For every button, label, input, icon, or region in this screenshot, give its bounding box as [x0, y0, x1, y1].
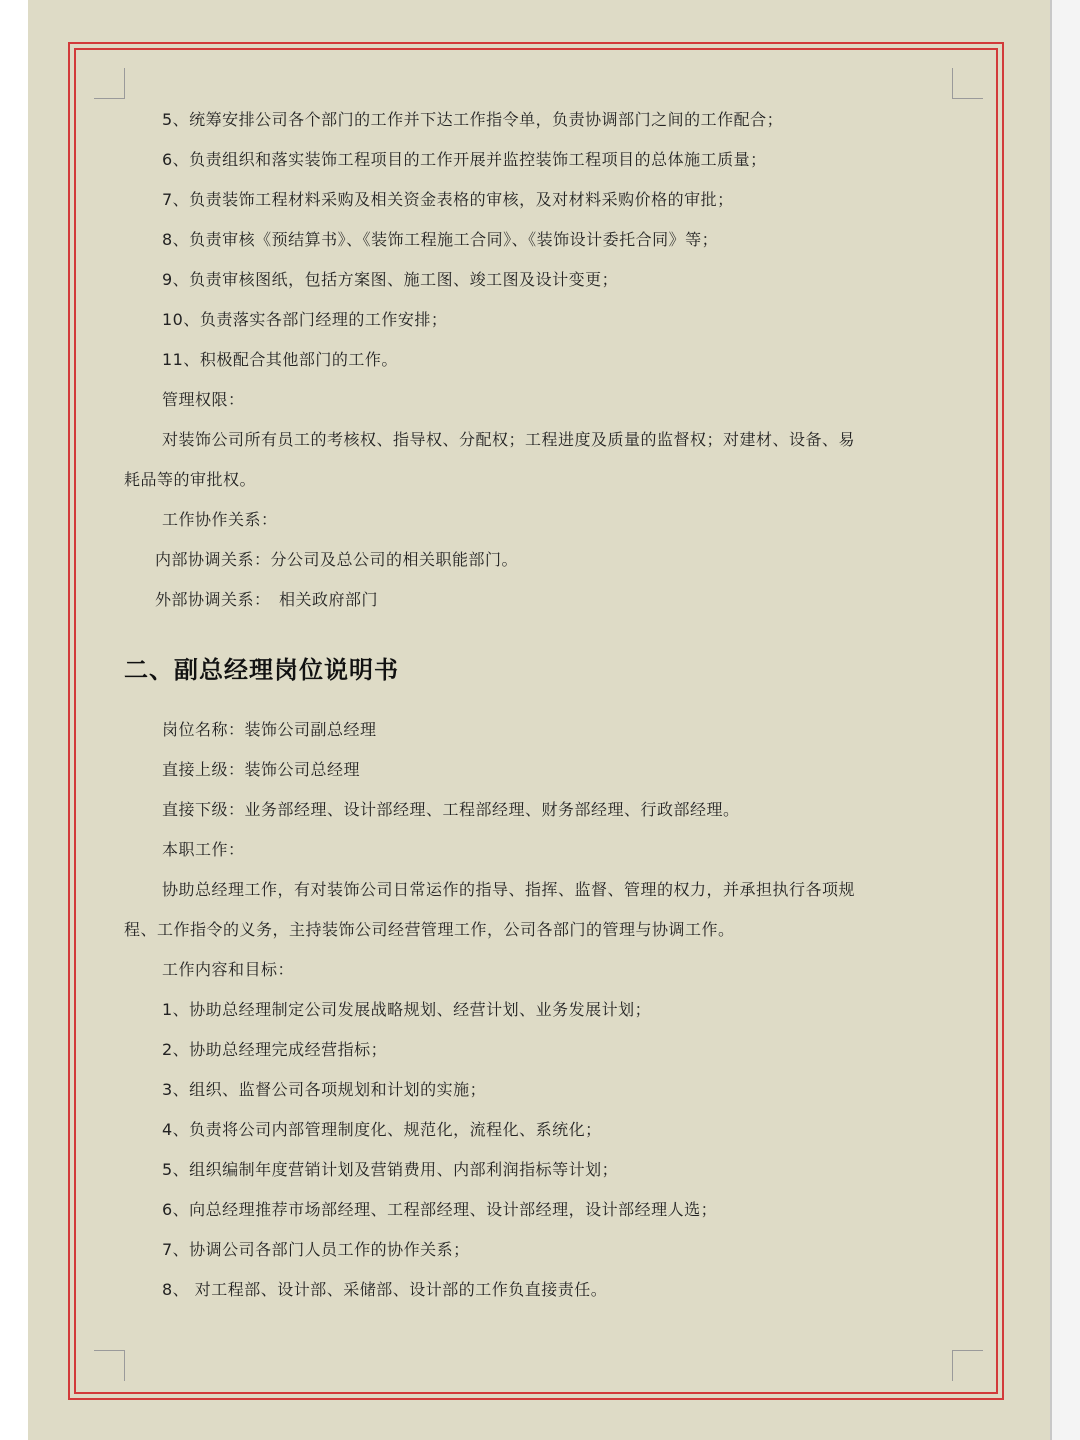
- internal-relation: 内部协调关系：分公司及总公司的相关职能部门。: [155, 550, 519, 569]
- list-item: 10、负责落实各部门经理的工作安排；: [162, 310, 448, 329]
- list-item: 8、负责审核《预结算书》、《装饰工程施工合同》、《装饰设计委托合同》等；: [162, 230, 719, 249]
- auth-text-line-2: 耗品等的审批权。: [124, 470, 257, 489]
- post-name: 岗位名称：装饰公司副总经理: [162, 720, 377, 739]
- duty-text-line-1: 协助总经理工作，有对装饰公司日常运作的指导、指挥、监督、管理的权力，并承担执行各项规: [162, 880, 856, 899]
- coop-label: 工作协作关系：: [162, 510, 278, 529]
- list-item: 8、 对工程部、设计部、采储部、设计部的工作负直接责任。: [162, 1280, 608, 1299]
- section-heading: 二、副总经理岗位说明书: [124, 656, 399, 684]
- duty-text-line-2: 程、工作指令的义务，主持装饰公司经营管理工作，公司各部门的管理与协调工作。: [124, 920, 735, 939]
- corner-mark-bottom-right: [952, 1350, 983, 1381]
- corner-mark-bottom-left: [94, 1350, 125, 1381]
- list-item: 6、负责组织和落实装饰工程项目的工作开展并监控装饰工程项目的总体施工质量；: [162, 150, 767, 169]
- list-item: 1、协助总经理制定公司发展战略规划、经营计划、业务发展计划；: [162, 1000, 652, 1019]
- corner-mark-top-right: [952, 68, 983, 99]
- external-relation: 外部协调关系： 相关政府部门: [155, 590, 379, 609]
- list-item: 7、协调公司各部门人员工作的协作关系；: [162, 1240, 470, 1259]
- direct-superior: 直接上级：装饰公司总经理: [162, 760, 361, 779]
- list-item: 5、组织编制年度营销计划及营销费用、内部利润指标等计划；: [162, 1160, 619, 1179]
- scrollbar-area[interactable]: [1050, 0, 1080, 1440]
- list-item: 2、协助总经理完成经营指标；: [162, 1040, 388, 1059]
- list-item: 5、统筹安排公司各个部门的工作并下达工作指令单，负责协调部门之间的工作配合；: [162, 110, 784, 129]
- duty-label: 本职工作：: [162, 840, 245, 859]
- list-item: 7、负责装饰工程材料采购及相关资金表格的审核，及对材料采购价格的审批；: [162, 190, 734, 209]
- list-item: 3、组织、监督公司各项规划和计划的实施；: [162, 1080, 487, 1099]
- list-item: 11、积极配合其他部门的工作。: [162, 350, 398, 369]
- list-item: 6、向总经理推荐市场部经理、工程部经理、设计部经理，设计部经理人选；: [162, 1200, 718, 1219]
- corner-mark-top-left: [94, 68, 125, 99]
- list-item: 9、负责审核图纸，包括方案图、施工图、竣工图及设计变更；: [162, 270, 619, 289]
- goals-label: 工作内容和目标：: [162, 960, 295, 979]
- document-body: [124, 100, 954, 1310]
- direct-subordinate: 直接下级：业务部经理、设计部经理、工程部经理、财务部经理、行政部经理。: [162, 800, 740, 819]
- auth-label: 管理权限：: [162, 390, 245, 409]
- auth-text-line-1: 对装饰公司所有员工的考核权、指导权、分配权；工程进度及质量的监督权；对建材、设备、易: [162, 430, 856, 449]
- list-item: 4、负责将公司内部管理制度化、规范化，流程化、系统化；: [162, 1120, 602, 1139]
